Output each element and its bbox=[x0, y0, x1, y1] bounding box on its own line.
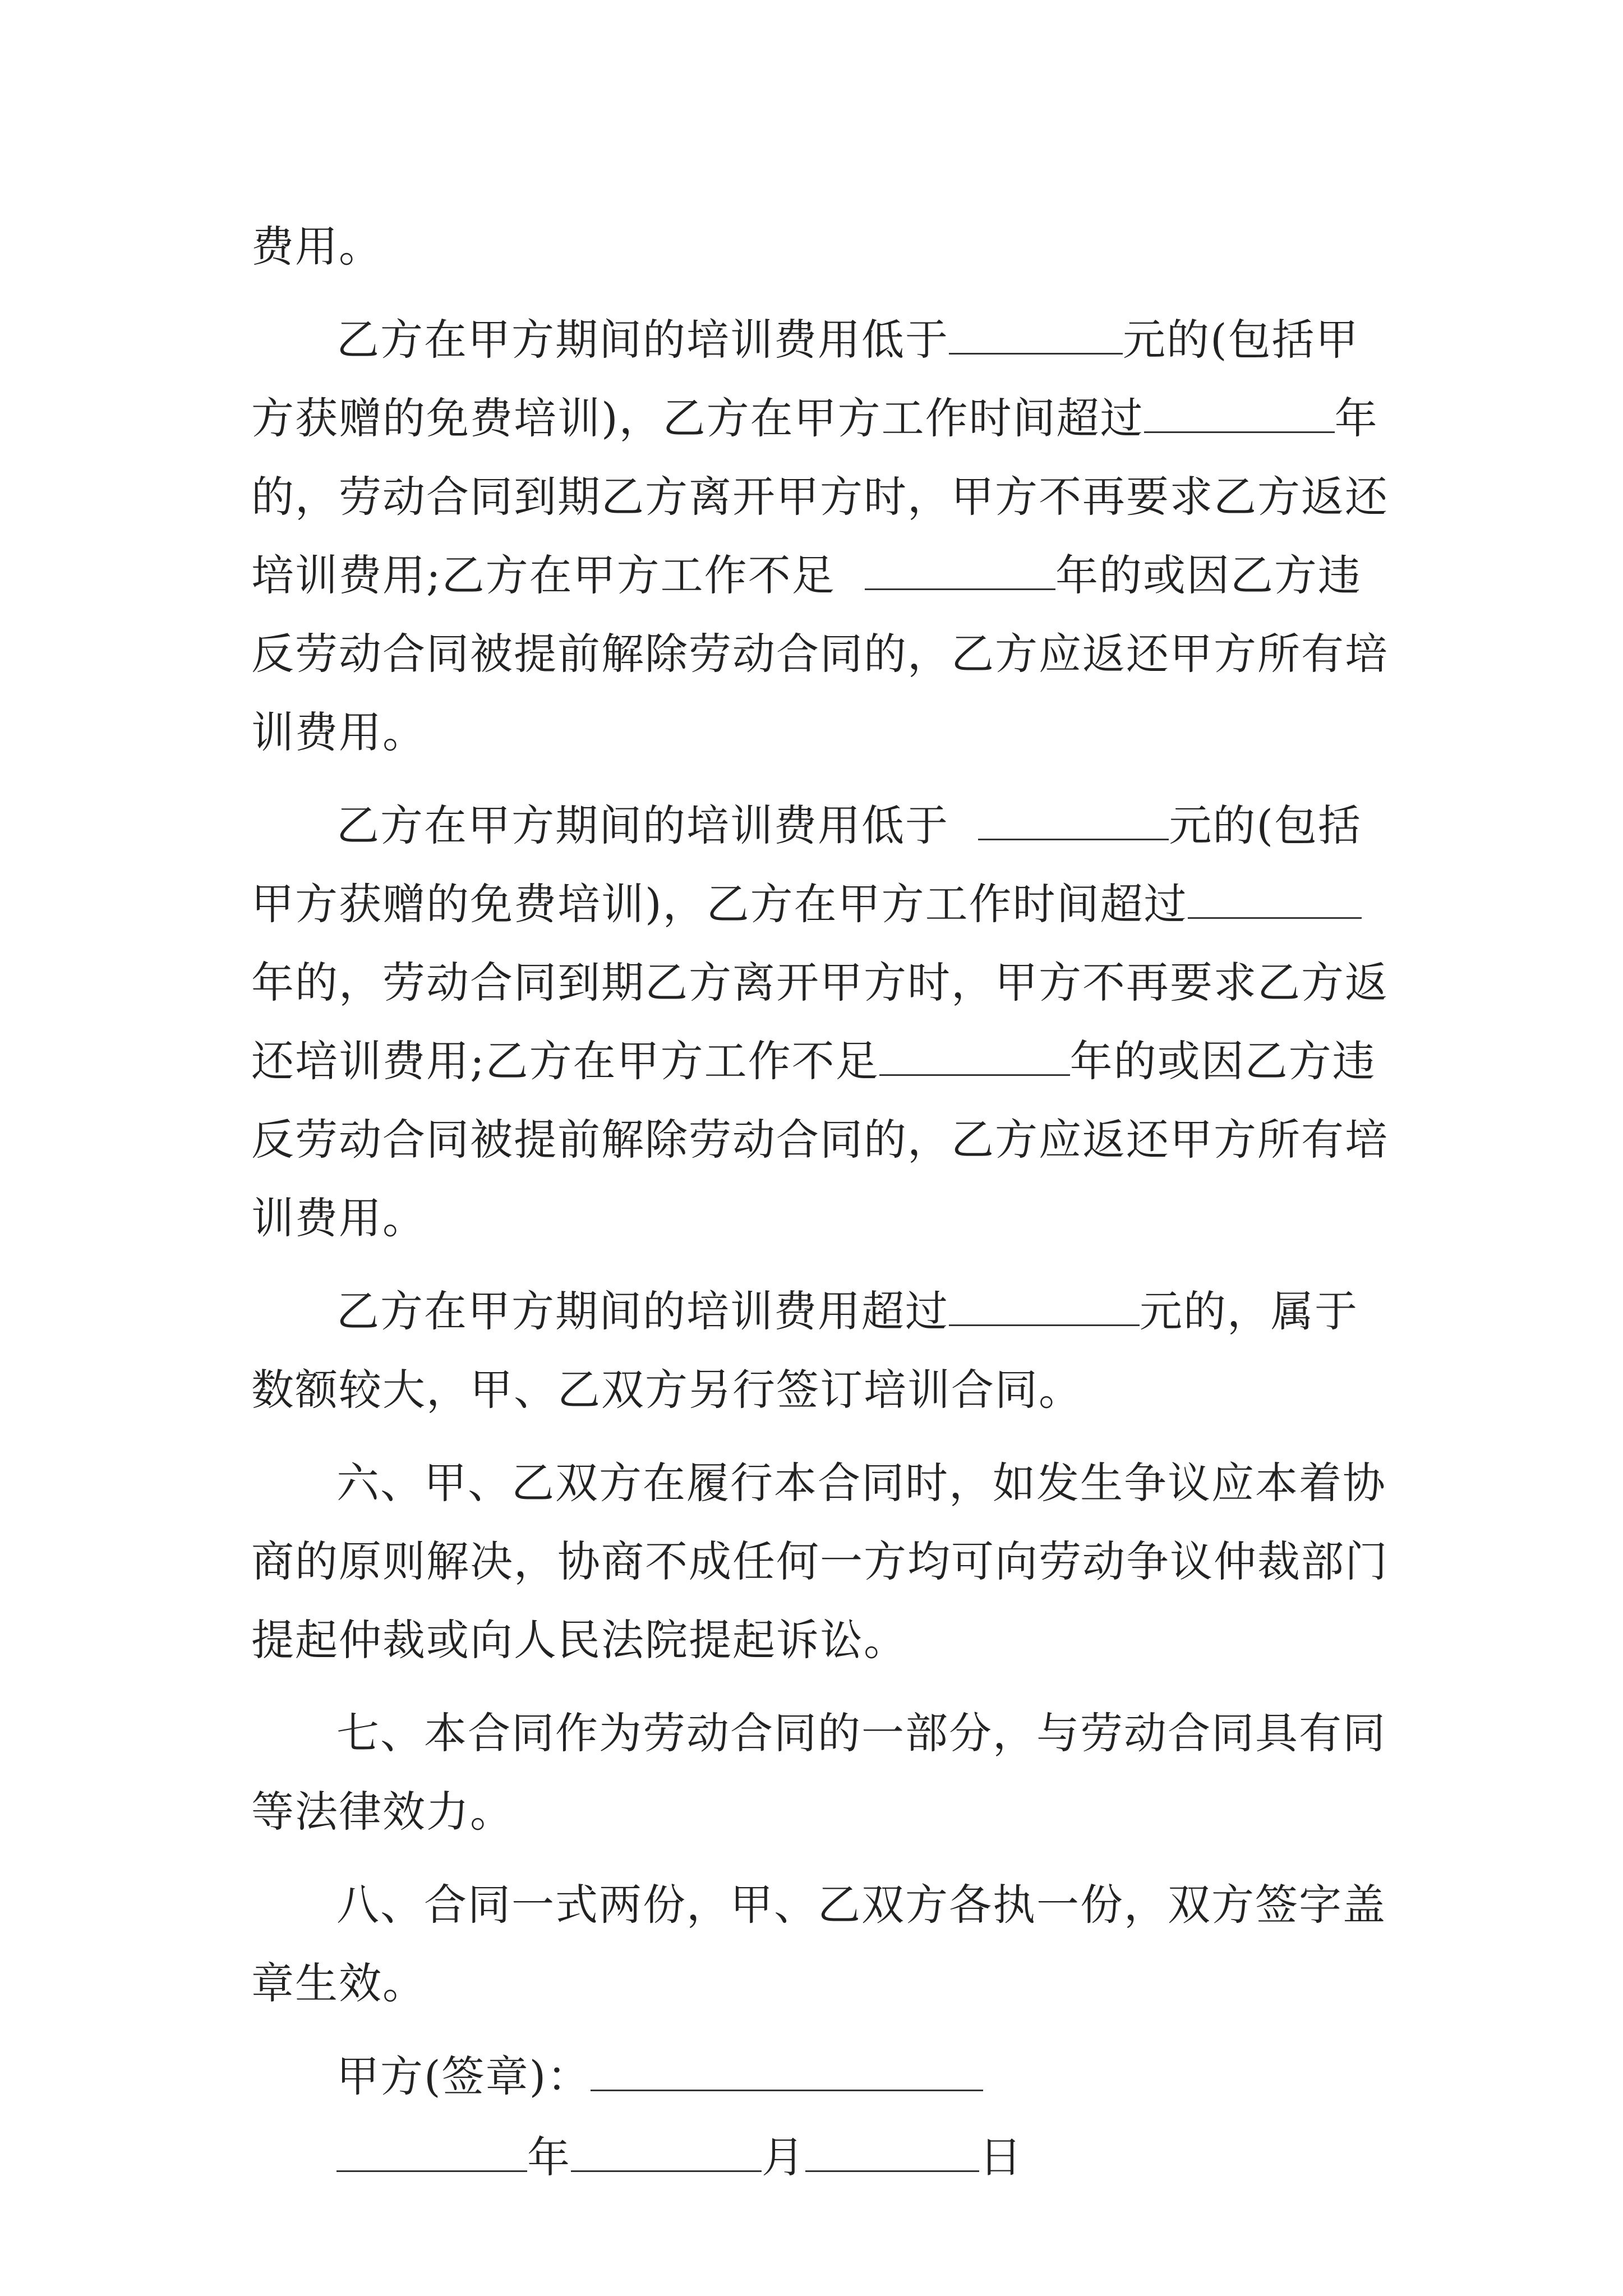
paragraph-line bbox=[251, 1351, 1386, 1429]
text: 元的(包括甲 bbox=[1123, 315, 1359, 365]
paragraph-line bbox=[251, 301, 1386, 379]
text: 训费用。 bbox=[251, 707, 426, 757]
paragraph-line bbox=[251, 1522, 1389, 1601]
day-label: 日 bbox=[979, 2132, 1023, 2182]
paragraph-line bbox=[251, 379, 1386, 458]
paragraph-line bbox=[251, 1101, 1389, 1179]
paragraph-line bbox=[251, 1694, 1386, 1773]
party-a-signature-label: 甲方(签章)： bbox=[336, 2051, 591, 2101]
day-blank bbox=[805, 2136, 979, 2172]
text: 数额较大，甲、乙双方另行签订培训合同。 bbox=[251, 1365, 1082, 1415]
year-blank bbox=[336, 2136, 527, 2172]
text: 反劳动合同被提前解除劳动合同的，乙方应返还甲方所有培 bbox=[251, 629, 1389, 679]
text: 乙方在甲方期间的培训费用低于 bbox=[336, 800, 949, 850]
signature-line bbox=[251, 2037, 1386, 2116]
fill-blank bbox=[949, 1290, 1140, 1326]
fill-blank bbox=[879, 1039, 1070, 1076]
text: 年的或因乙方违 bbox=[1055, 550, 1362, 600]
text: 乙方在甲方期间的培训费用低于 bbox=[336, 315, 949, 365]
signature-blank bbox=[591, 2055, 983, 2091]
text: 年的或因乙方违 bbox=[1069, 1036, 1376, 1086]
fill-blank bbox=[865, 554, 1055, 590]
text: 甲方获赠的免费培训)，乙方在甲方工作时间超过 bbox=[251, 879, 1188, 929]
paragraph-line bbox=[251, 1944, 1386, 2023]
text: 六、甲、乙双方在履行本合同时，如发生争议应本着协 bbox=[336, 1458, 1386, 1508]
text: 等法律效力。 bbox=[251, 1787, 514, 1837]
month-blank bbox=[571, 2136, 762, 2172]
paragraph-line bbox=[251, 786, 1386, 865]
paragraph-line bbox=[251, 944, 1389, 1022]
text: 年的，劳动合同到期乙方离开甲方时，甲方不再要求乙方返 bbox=[251, 958, 1389, 1007]
text: 提起仲裁或向人民法院提起诉讼。 bbox=[251, 1615, 907, 1665]
text: 费用。 bbox=[251, 222, 382, 272]
paragraph-line bbox=[251, 1773, 1386, 1851]
paragraph-line bbox=[251, 1022, 1386, 1101]
year-label: 年 bbox=[527, 2132, 571, 2182]
paragraph-line bbox=[251, 865, 1386, 944]
paragraph-line bbox=[251, 536, 1386, 615]
paragraph-line bbox=[251, 1179, 1386, 1258]
text: 七、本合同作为劳动合同的一部分，与劳动合同具有同 bbox=[336, 1708, 1386, 1758]
text: 元的，属于 bbox=[1140, 1286, 1358, 1336]
paragraph-line bbox=[251, 458, 1389, 536]
fill-blank bbox=[978, 804, 1169, 840]
text: 还培训费用;乙方在甲方工作不足 bbox=[251, 1036, 879, 1086]
paragraph-line bbox=[251, 208, 1386, 286]
fill-blank bbox=[1144, 397, 1335, 433]
paragraph-line bbox=[251, 615, 1389, 693]
text: 乙方在甲方期间的培训费用超过 bbox=[336, 1286, 949, 1336]
fill-blank bbox=[949, 318, 1123, 355]
text: 元的(包括 bbox=[1169, 800, 1362, 850]
text: 章生效。 bbox=[251, 1958, 426, 2008]
text: 反劳动合同被提前解除劳动合同的，乙方应返还甲方所有培 bbox=[251, 1115, 1389, 1165]
text: 的，劳动合同到期乙方离开甲方时，甲方不再要求乙方返还 bbox=[251, 472, 1389, 522]
paragraph-line bbox=[251, 1601, 1386, 1680]
text: 训费用。 bbox=[251, 1193, 426, 1243]
paragraph-line bbox=[251, 693, 1386, 772]
text: 方获赠的免费培训)，乙方在甲方工作时间超过 bbox=[251, 393, 1144, 443]
document-page bbox=[251, 208, 1389, 2197]
text: 年 bbox=[1334, 393, 1378, 443]
paragraph-line bbox=[251, 1444, 1386, 1522]
text: 培训费用;乙方在甲方工作不足 bbox=[251, 550, 836, 600]
text: 八、合同一式两份，甲、乙双方各执一份，双方签字盖 bbox=[336, 1880, 1386, 1930]
paragraph-line bbox=[251, 1866, 1386, 1944]
paragraph-line bbox=[251, 1272, 1386, 1351]
fill-blank bbox=[1188, 882, 1362, 919]
text: 商的原则解决，协商不成任何一方均可向劳动争议仲裁部门 bbox=[251, 1536, 1389, 1586]
date-line bbox=[251, 2118, 1386, 2197]
month-label: 月 bbox=[762, 2132, 805, 2182]
